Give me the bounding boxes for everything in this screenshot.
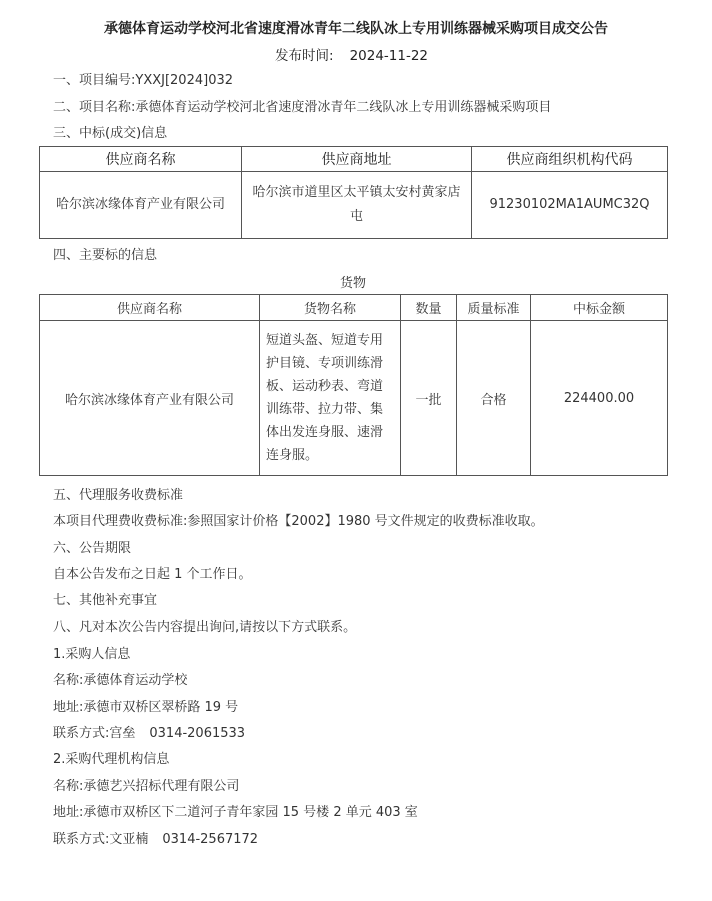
period-heading: 六、公告期限 xyxy=(53,541,132,556)
quality-cell: 合格 xyxy=(457,321,531,476)
supplier-table-header xyxy=(40,147,668,172)
agency-contact-label: 联系方式:文亚楠 xyxy=(53,832,149,847)
project-name: 二、项目名称:承德体育运动学校河北省速度滑冰青年二线队冰上专用训练器械采购项目 xyxy=(53,100,552,115)
table-row xyxy=(40,321,668,476)
purchaser-name: 名称:承德体育运动学校 xyxy=(53,673,188,688)
goods-name-cell: 短道头盔、短道专用护目镜、专项训练滑板、运动秒表、弯道训练带、拉力带、集体出发连身服、速滑连身服。 xyxy=(260,321,401,476)
header-quality: 质量标准 xyxy=(457,295,531,321)
agency-heading: 2.采购代理机构信息 xyxy=(53,752,170,767)
main-heading: 四、主要标的信息 xyxy=(53,248,158,263)
other-heading: 七、其他补充事宜 xyxy=(53,593,158,608)
header-supplier-code: 供应商组织机构代码 xyxy=(472,147,668,172)
quantity-cell: 一批 xyxy=(401,321,457,476)
header-quantity: 数量 xyxy=(401,295,457,321)
publish-date xyxy=(275,46,428,66)
header-goods-supplier: 供应商名称 xyxy=(40,295,260,321)
header-supplier-address: 供应商地址 xyxy=(242,147,472,172)
period-text: 自本公告发布之日起 1 个工作日。 xyxy=(53,567,252,582)
supplier-address-cell: 哈尔滨市道里区太平镇太安村黄家店屯 xyxy=(242,172,472,239)
fee-heading: 五、代理服务收费标准 xyxy=(53,488,184,503)
fee-text: 本项目代理费收费标准:参照国家计价格【2002】1980 号文件规定的收费标准收取。 xyxy=(53,514,544,529)
publish-date-value: 2024-11-22 xyxy=(349,48,429,64)
agency-contact xyxy=(53,830,258,850)
supplier-code-cell: 91230102MA1AUMC32Q xyxy=(472,172,668,239)
header-goods-name: 货物名称 xyxy=(260,295,401,321)
goods-table-header xyxy=(40,295,668,321)
purchaser-contact xyxy=(53,724,245,744)
agency-address: 地址:承德市双桥区下二道河子青年家园 15 号楼 2 单元 403 室 xyxy=(53,805,418,820)
contact-heading: 八、凡对本次公告内容提出询问,请按以下方式联系。 xyxy=(53,620,357,635)
agency-phone: 0314-2567172 xyxy=(162,832,259,847)
table-row xyxy=(40,172,668,239)
purchaser-contact-label: 联系方式:宫垒 xyxy=(53,726,136,741)
purchaser-heading: 1.采购人信息 xyxy=(53,647,131,662)
purchaser-phone: 0314-2061533 xyxy=(149,726,246,741)
publish-date-label: 发布时间: xyxy=(275,48,334,64)
project-number: 一、项目编号:YXXJ[2024]032 xyxy=(53,73,234,88)
supplier-table xyxy=(39,146,668,239)
agency-name: 名称:承德艺兴招标代理有限公司 xyxy=(53,779,240,794)
goods-table xyxy=(39,294,668,476)
supplier-name-cell: 哈尔滨冰缘体育产业有限公司 xyxy=(40,172,242,239)
amount-cell: 224400.00 xyxy=(531,321,668,476)
page-title: 承德体育运动学校河北省速度滑冰青年二线队冰上专用训练器械采购项目成交公告 xyxy=(104,21,608,37)
goods-supplier-cell: 哈尔滨冰缘体育产业有限公司 xyxy=(40,321,260,476)
purchaser-address: 地址:承德市双桥区翠桥路 19 号 xyxy=(53,700,239,715)
header-amount: 中标金额 xyxy=(531,295,668,321)
winner-heading: 三、中标(成交)信息 xyxy=(53,126,168,141)
goods-caption: 货物 xyxy=(340,276,367,291)
header-supplier-name: 供应商名称 xyxy=(40,147,242,172)
